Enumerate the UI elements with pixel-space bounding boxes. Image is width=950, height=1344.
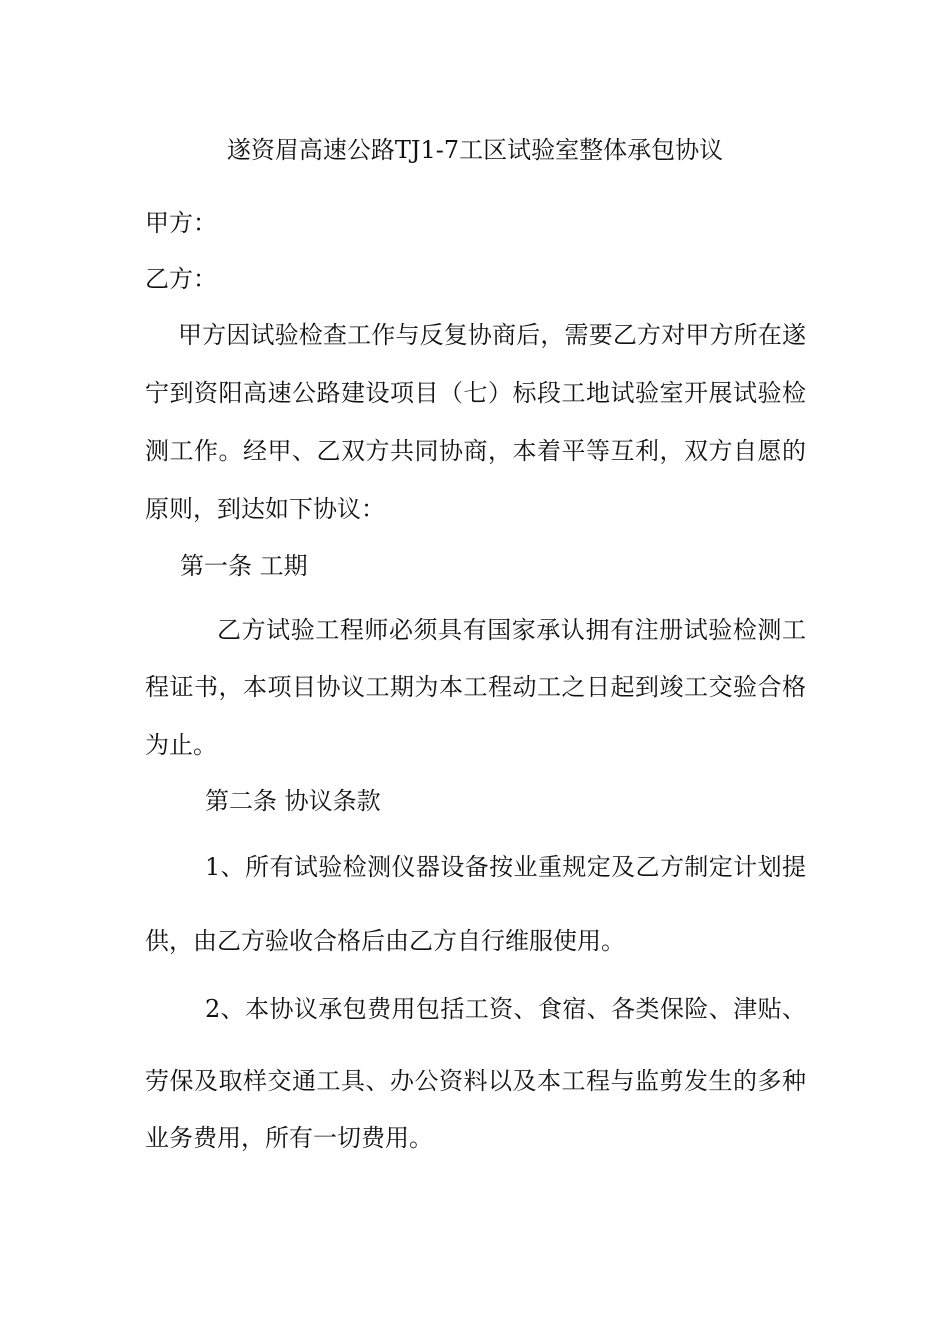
paragraph-line: 2、本协议承包费用包括工资、食宿、各类保险、津贴、 [205,995,806,1023]
party-a-label: 甲方： [145,209,217,237]
paragraph-line: 供，由乙方验收合格后由乙方自行维服使用。 [145,927,625,955]
party-b-label: 乙方： [145,265,217,293]
paragraph-line: 甲方因试验检查工作与反复协商后，需要乙方对甲方所在遂 [178,321,806,349]
paragraph-line: 乙方试验工程师必须具有国家承认拥有注册试验检测工 [217,616,806,644]
paragraph-line: 测工作。经甲、乙双方共同协商，本着平等互利，双方自愿的 [145,437,806,465]
document-title: 遂资眉高速公路TJ1-7工区试验室整体承包协议 [226,136,724,164]
paragraph-line: 宁到资阳高速公路建设项目（七）标段工地试验室开展试验检 [145,379,806,407]
paragraph-line: 1、所有试验检测仪器设备按业重规定及乙方制定计划提 [205,853,806,881]
article-2-heading: 第二条 协议条款 [205,787,381,815]
paragraph-line: 业务费用，所有一切费用。 [145,1124,433,1152]
article-1-heading: 第一条 工期 [180,552,308,580]
paragraph-line: 程证书，本项目协议工期为本工程动工之日起到竣工交验合格 [145,673,806,701]
paragraph-line: 为止。 [145,731,217,759]
paragraph-line: 劳保及取样交通工具、办公资料以及本工程与监剪发生的多种 [145,1067,806,1095]
paragraph-line: 原则，到达如下协议： [145,495,385,523]
